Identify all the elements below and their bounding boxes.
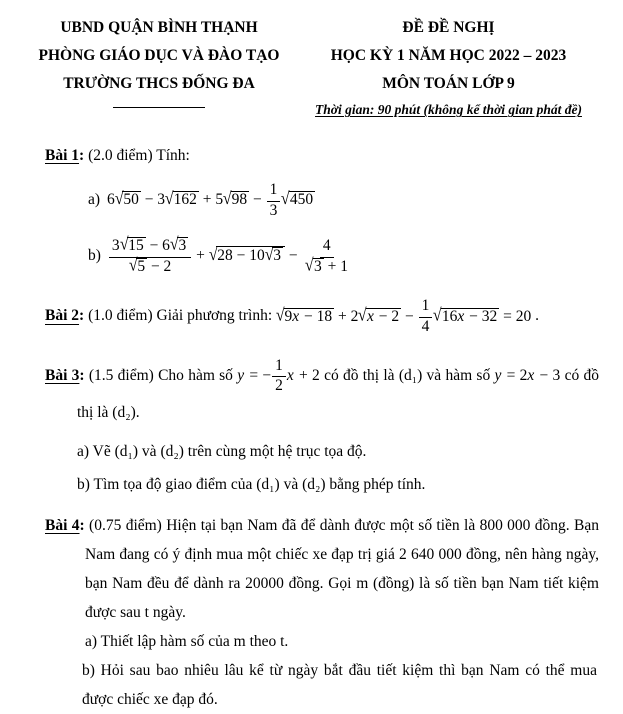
question-1-heading bbox=[45, 146, 599, 166]
question-1-label: Bài 1 bbox=[45, 147, 80, 164]
semester-line: HỌC KỲ 1 NĂM HỌC 2022 – 2023 bbox=[330, 47, 567, 64]
question-2-intro: (1.0 điểm) Giải phương trình: bbox=[84, 307, 277, 325]
math-expression-3a: y = − $\frac{1}{2}$ x + 2 bbox=[237, 356, 320, 395]
question-3-intro: (1.5 điểm) Cho hàm số bbox=[84, 366, 238, 384]
subject-line: MÔN TOÁN LỚP 9 bbox=[382, 75, 515, 92]
question-3b: b) Tìm tọa độ giao điểm của (d₁) và (d₂) bằng phép tính. bbox=[77, 475, 426, 493]
math-expression-1b: $\frac{3√15 - 6√3}{√5 - 2}$ + √28 − 10√3 − $\frac{4}{√3 + 1}$ bbox=[108, 247, 352, 264]
question-1b bbox=[88, 237, 599, 276]
math-expression-2: √9x − 18 + 2√x − 2 − $\frac{1}{4}$ √16x − 32 = 20 bbox=[275, 297, 532, 335]
question-4-body: (0.75 điểm) Hiện tại bạn Nam đã để dành được một số tiền là 800 000 đồng. Bạn Nam đang có ý định mua một chiếc xe đạp trị giá 2 640 000 đồng, nên hàng ngày, bạn Nam đều để dành ra 20000 đồng. Gọi m (đồng) là số tiền bạn Nam tiết kiệm được sau t ngày. bbox=[84, 516, 599, 621]
exam-type-title: ĐỀ ĐỀ NGHỊ bbox=[402, 19, 495, 36]
header-divider-line bbox=[113, 107, 205, 108]
issuer-line-3: TRƯỜNG THCS ĐỐNG ĐA bbox=[63, 75, 255, 92]
question-1-intro: (2.0 điểm) Tính: bbox=[84, 147, 190, 164]
question-4 bbox=[45, 511, 599, 627]
question-3-tail: có đồ thị là (d₂). bbox=[77, 366, 599, 421]
item-marker-1b: b) bbox=[88, 247, 101, 265]
math-expression-1a: 6√50 − 3√162 + 5√98 − $\frac{1}{3}$ √450 bbox=[107, 181, 314, 219]
issuer-block bbox=[28, 14, 290, 121]
document-header bbox=[0, 14, 623, 121]
question-3-label: Bài 3 bbox=[45, 366, 80, 384]
exam-title-block bbox=[290, 14, 607, 121]
question-1a bbox=[88, 181, 599, 220]
question-4b: b) Hỏi sau bao nhiêu lâu kể từ ngày bắt đầu tiết kiệm thì bạn Nam có thể mua được chiếc xe đạp đó. bbox=[82, 661, 597, 708]
question-4a: a) Thiết lập hàm số của m theo t. bbox=[85, 632, 289, 650]
issuer-line-1: UBND QUẬN BÌNH THẠNH bbox=[60, 19, 258, 36]
question-3-colon: : bbox=[79, 366, 85, 384]
question-4-colon: : bbox=[79, 516, 85, 534]
math-expression-3b: y = 2x − 3 bbox=[494, 366, 561, 384]
question-4-label: Bài 4 bbox=[45, 516, 80, 534]
duration-line: Thời gian: 90 phút (không kể thời gian phát đề) bbox=[315, 102, 582, 117]
exam-body bbox=[45, 146, 599, 714]
item-marker-1a: a) bbox=[88, 191, 101, 209]
issuer-line-2: PHÒNG GIÁO DỤC VÀ ĐÀO TẠO bbox=[38, 47, 280, 64]
question-2-colon: : bbox=[79, 307, 85, 325]
question-2-label: Bài 2 bbox=[45, 307, 80, 325]
question-1-colon: : bbox=[79, 147, 85, 164]
question-3 bbox=[45, 357, 599, 430]
question-2 bbox=[45, 297, 599, 336]
question-3-mid: có đồ thị là (d₁) và hàm số bbox=[319, 366, 495, 384]
question-3a: a) Vẽ (d₁) và (d₂) trên cùng một hệ trục tọa độ. bbox=[77, 442, 367, 460]
question-2-tail: . bbox=[531, 307, 539, 325]
